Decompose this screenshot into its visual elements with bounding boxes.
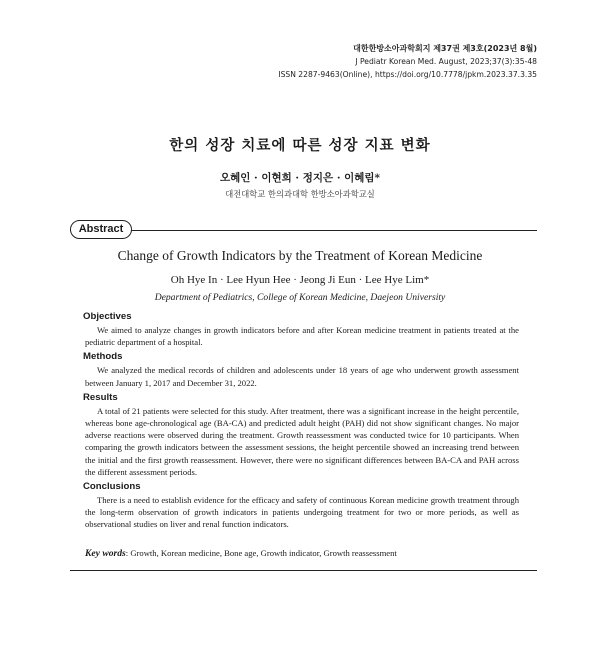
section-text: We aimed to analyze changes in growth indicators before and after Korean medicine treatment in patients treated at the pediatric department of a hospital.: [85, 325, 519, 348]
section-heading: Results: [83, 391, 118, 403]
section-heading: Methods: [83, 351, 123, 363]
section-methods: [85, 351, 519, 388]
keywords: [85, 548, 397, 559]
section-text: We analyzed the medical records of children and adolescents under 18 years of age who underwent growth assessment between January 1, 2017 and December 31, 2022.: [85, 365, 519, 388]
journal-name: 대한한방소아과학회지 제37권 제3호(2023년 8월): [353, 44, 537, 53]
korean-authors: 오혜인 · 이현희 · 정지은 · 이혜림*: [219, 172, 381, 184]
section-conclusions: [85, 481, 519, 531]
korean-affiliation: 대전대학교 한의과대학 한방소아과학교실: [225, 189, 375, 199]
english-affiliation: Department of Pediatrics, College of Korean Medicine, Daejeon University: [154, 292, 446, 303]
abstract-body: [85, 311, 519, 534]
section-results: [85, 392, 519, 478]
section-heading: Objectives: [83, 311, 132, 322]
abstract-label: Abstract: [70, 220, 132, 239]
section-text: A total of 21 patients were selected for this study. After treatment, there was a significant increase in the height percentile, whereas bone age-chronological age (BA-CA) and predicted adult height (PAH) did not show significant changes. No major adverse reactions were observed during the treatment. Growth reassessment was conducted twice for 10 participants. When comparing the growth indicators between the assessment sessions, the height percentile showed an increasing trend between the initial and the first growth reassessment. However, there were no significant differences between BA-CA and PAH across the different assessment periods.: [85, 405, 519, 477]
keywords-separator: :: [125, 548, 131, 558]
section-heading: Conclusions: [83, 481, 141, 493]
abstract-bottom-rule: [70, 570, 537, 571]
section-objectives: [85, 311, 519, 348]
section-text: There is a need to establish evidence for the efficacy and safety of continuous Korean medicine growth treatment through the long-term observation of growth indicators in patients undergoing treatment for two or more periods, as well as observational studies on liver and renal function indicators.: [85, 495, 519, 530]
journal-citation: J Pediatr Korean Med. August, 2023;37(3):35-48: [355, 57, 537, 66]
english-title: Change of Growth Indicators by the Treatment of Korean Medicine: [117, 248, 483, 263]
abstract-top-rule: [70, 230, 537, 231]
journal-header: [278, 42, 537, 81]
keywords-label: Key words: [85, 548, 126, 559]
journal-issn-doi: ISSN 2287-9463(Online), https://doi.org/10.7778/jpkm.2023.37.3.35: [278, 70, 537, 79]
keywords-text: Growth, Korean medicine, Bone age, Growth indicator, Growth reassessment: [130, 548, 397, 558]
korean-title: 한의 성장 치료에 따른 성장 지표 변화: [169, 137, 431, 154]
english-authors: Oh Hye In · Lee Hyun Hee · Jeong Ji Eun · Lee Hye Lim*: [170, 274, 430, 286]
